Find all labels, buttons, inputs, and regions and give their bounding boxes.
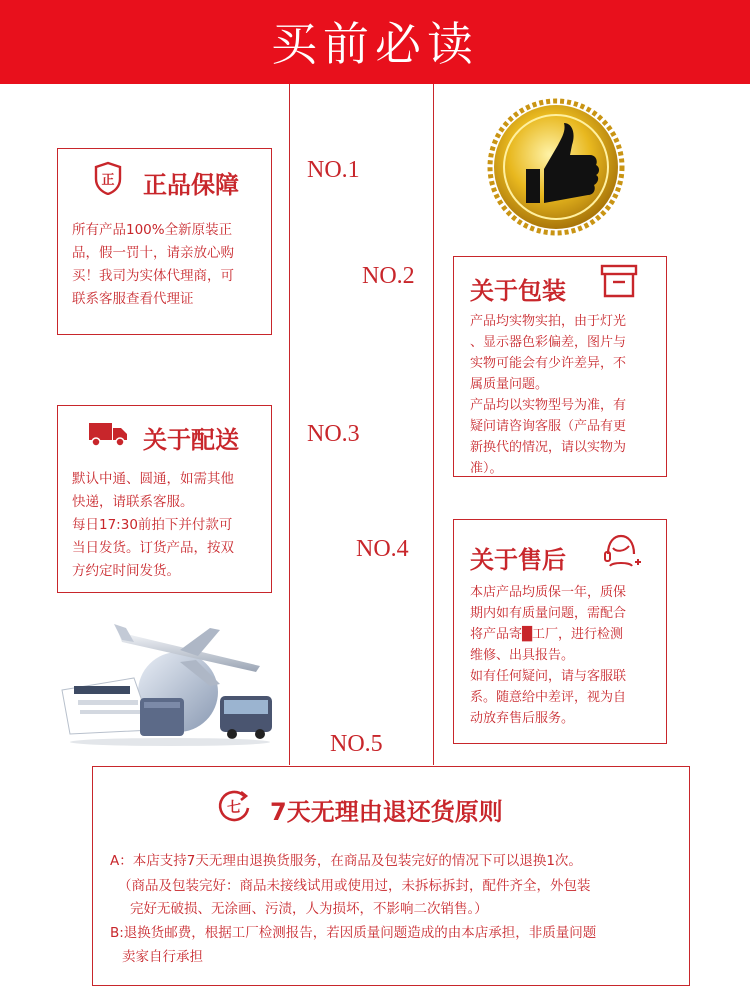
text-line: 本店产品均质保一年，质保 <box>470 585 627 600</box>
text-line: 新换代的情况，请以实物为 <box>470 440 627 455</box>
card-title-delivery: 关于配送 <box>143 426 239 454</box>
page-title: 买前必读 <box>271 17 479 71</box>
card-aftersale <box>453 519 667 744</box>
returns-rule-a-note-cont: 完好无破损、无涂画、污渍，人为损坏，不影响二次销售。） <box>130 901 488 917</box>
step-number-3: NO.3 <box>307 421 360 447</box>
seven-days-icon <box>216 788 252 824</box>
box-icon <box>599 263 639 299</box>
text-line: 当日发货。订货产品，按双 <box>72 540 234 556</box>
text-line: 维修、出具报告。 <box>470 648 575 663</box>
text-line: 、显示器色彩偏差，图片与 <box>470 335 627 350</box>
card-text-delivery <box>72 468 234 583</box>
text-line: 疑问请咨询客服（产品有更 <box>470 419 627 434</box>
text-line: 准）。 <box>470 461 503 476</box>
text-line: 系。随意给中差评，视为自 <box>470 690 627 705</box>
text-line: 动放弃售后服务。 <box>470 711 575 726</box>
svg-text:正: 正 <box>101 173 115 188</box>
text-line: 实物可能会有少许差异，不 <box>470 356 627 371</box>
card-genuine <box>57 148 272 335</box>
card-packaging <box>453 256 667 477</box>
text-line: 产品均实物实拍，由于灯光 <box>470 314 627 329</box>
returns-rule-a-note: （商品及包装完好：商品未接线试用或使用过，未拆标拆封，配件齐全，外包装 <box>118 878 591 894</box>
headset-service-icon <box>600 532 642 572</box>
header-banner <box>0 0 750 84</box>
card-delivery <box>57 405 272 593</box>
step-number-1: NO.1 <box>307 157 360 183</box>
text-line: 联系客服查看代理证 <box>72 291 194 307</box>
shield-zheng-icon <box>93 161 123 195</box>
card-title-aftersale: 关于售后 <box>470 546 566 574</box>
text-line: 期内如有质量问题，需配合 <box>470 606 627 621</box>
card-text-packaging <box>470 311 626 479</box>
returns-title: 7天无理由退还货原则 <box>270 798 503 826</box>
step-number-2: NO.2 <box>362 263 415 289</box>
text-line: 产品均以实物型号为准，有 <box>470 398 627 413</box>
step-number-4: NO.4 <box>356 536 409 562</box>
text-line: 将产品寄█工厂，进行检测 <box>470 627 623 642</box>
text-line: 方约定时间发货。 <box>72 563 180 579</box>
card-text-genuine <box>72 219 234 311</box>
text-line: 所有产品100%全新原装正 <box>72 222 233 238</box>
text-line: 属质量问题。 <box>470 377 549 392</box>
returns-rule-b-cont: 卖家自行承担 <box>122 949 203 965</box>
text-line: 如有任何疑问，请与客服联 <box>470 669 627 684</box>
travel-logistics-illustration <box>60 610 275 750</box>
card-title-packaging: 关于包装 <box>470 277 566 305</box>
card-text-aftersale <box>470 582 626 729</box>
text-line: 品，假一罚十，请亲放心购 <box>72 245 234 261</box>
step-number-5: NO.5 <box>330 731 383 757</box>
svg-text:七: 七 <box>227 800 241 816</box>
text-line: 快递，请联系客服。 <box>72 494 194 510</box>
returns-rule-b: B:退换货邮费，根据工厂检测报告，若因质量问题造成的由本店承担，非质量问题 <box>110 925 597 941</box>
returns-rule-a: A：本店支持7天无理由退换货服务，在商品及包装完好的情况下可以退换1次。 <box>110 853 582 869</box>
text-line: 每日17:30前拍下并付款可 <box>72 517 233 533</box>
thumbs-up-medal-icon <box>476 97 636 237</box>
card-title-genuine: 正品保障 <box>143 171 239 199</box>
truck-icon <box>88 420 128 448</box>
text-line: 买！我司为实体代理商，可 <box>72 268 234 284</box>
text-line: 默认中通、圆通，如需其他 <box>72 471 234 487</box>
